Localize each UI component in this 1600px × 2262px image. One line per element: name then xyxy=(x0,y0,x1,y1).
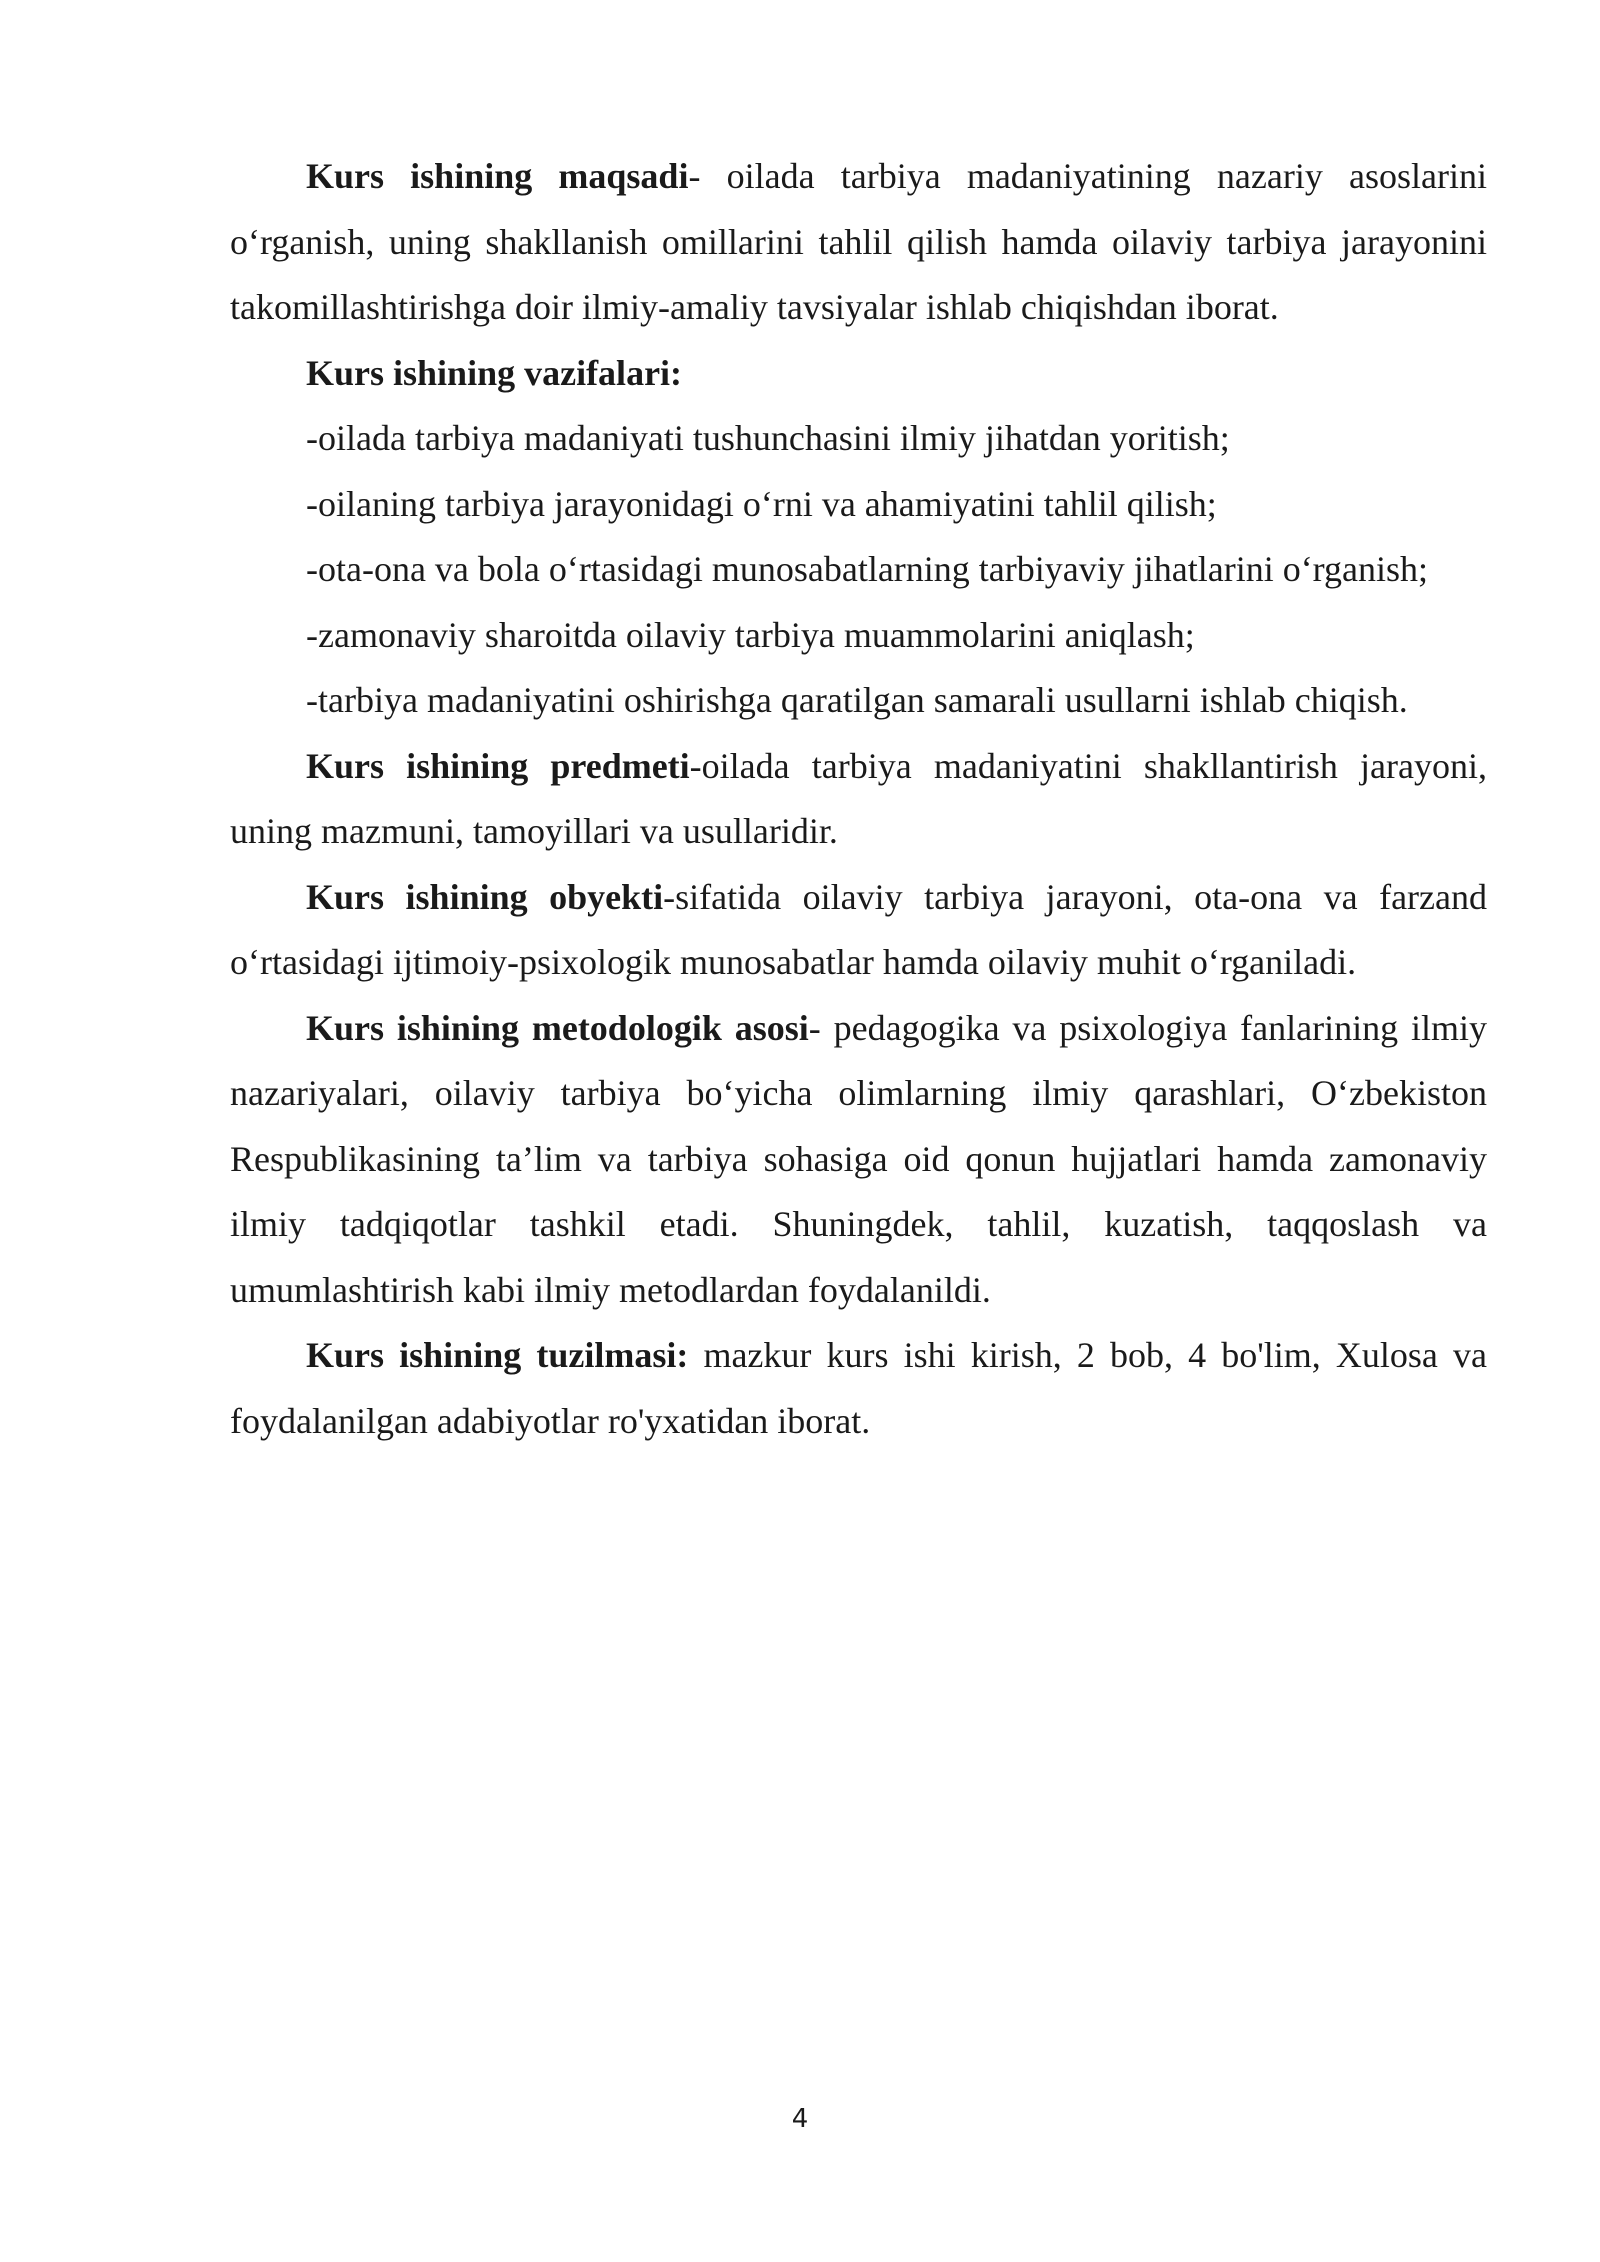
list-item: -zamonaviy sharoitda oilaviy tarbiya muammolarini aniqlash; xyxy=(306,614,1195,655)
text-metodologik: - pedagogika va psixologiya fanlarining ilmiy nazariyalari, oilaviy tarbiya bo‘yicha olimlarning ilmiy qarashlari, O‘zbekiston Respublikasining ta’lim va tarbiya sohasiga oid qonun hujjatlari hamda zamonaviy ilmiy tadqiqotlar tashkil etadi. Shuningdek, tahlil, kuzatish, taqqoslash va umumlashtirish kabi ilmiy metodlardan foydalanildi. xyxy=(230,1007,1487,1310)
text-predmet: -oilada tarbiya madaniyatini shakllantirish jarayoni, uning mazmuni, tamoyillari va usullaridir. xyxy=(230,745,1487,851)
paragraph-predmet xyxy=(230,734,1487,865)
page-number: 4 xyxy=(791,2104,809,2134)
label-predmet: Kurs ishining predmeti xyxy=(306,745,690,786)
label-maqsad: Kurs ishining maqsadi xyxy=(306,156,689,196)
list-item: -ota-ona va bola o‘rtasidagi munosabatlarning tarbiyaviy jihatlarini o‘rganish; xyxy=(306,549,1429,589)
paragraph-metodologik xyxy=(230,996,1487,1324)
label-vazifalar: Kurs ishining vazifalari: xyxy=(306,352,683,393)
paragraph-tuzilma xyxy=(230,1323,1487,1454)
label-tuzilma: Kurs ishining tuzilmasi: xyxy=(306,1335,689,1375)
list-item: -oilaning tarbiya jarayonidagi o‘rni va ahamiyatini tahlil qilish; xyxy=(306,483,1217,524)
document-body xyxy=(230,144,1487,1454)
text-tuzilma: mazkur kurs ishi kirish, 2 bob, 4 bo'lim, Xulosa va foydalanilgan adabiyotlar ro'yxatidan iborat. xyxy=(230,1335,1487,1441)
paragraph-vazifalar-heading xyxy=(230,341,1487,407)
label-obyekt: Kurs ishining obyekti xyxy=(306,876,664,917)
paragraph-obyekt xyxy=(230,865,1487,996)
paragraph-maqsad xyxy=(230,144,1487,341)
label-metodologik: Kurs ishining metodologik asosi xyxy=(306,1007,809,1048)
text-maqsad: - oilada tarbiya madaniyatining nazariy asoslarini o‘rganish, uning shakllanish omillarini tahlil qilish hamda oilaviy tarbiya jarayonini takomillashtirishga doir ilmiy-amaliy tavsiyalar ishlab chiqishdan iborat. xyxy=(230,156,1487,327)
list-item: -oilada tarbiya madaniyati tushunchasini ilmiy jihatdan yoritish; xyxy=(306,418,1230,458)
text-obyekt: -sifatida oilaviy tarbiya jarayoni, ota-ona va farzand o‘rtasidagi ijtimoiy-psixologik munosabatlar hamda oilaviy muhit o‘rganiladi. xyxy=(230,876,1488,982)
list-item: -tarbiya madaniyatini oshirishga qaratilgan samarali usullarni ishlab chiqish. xyxy=(306,680,1408,720)
